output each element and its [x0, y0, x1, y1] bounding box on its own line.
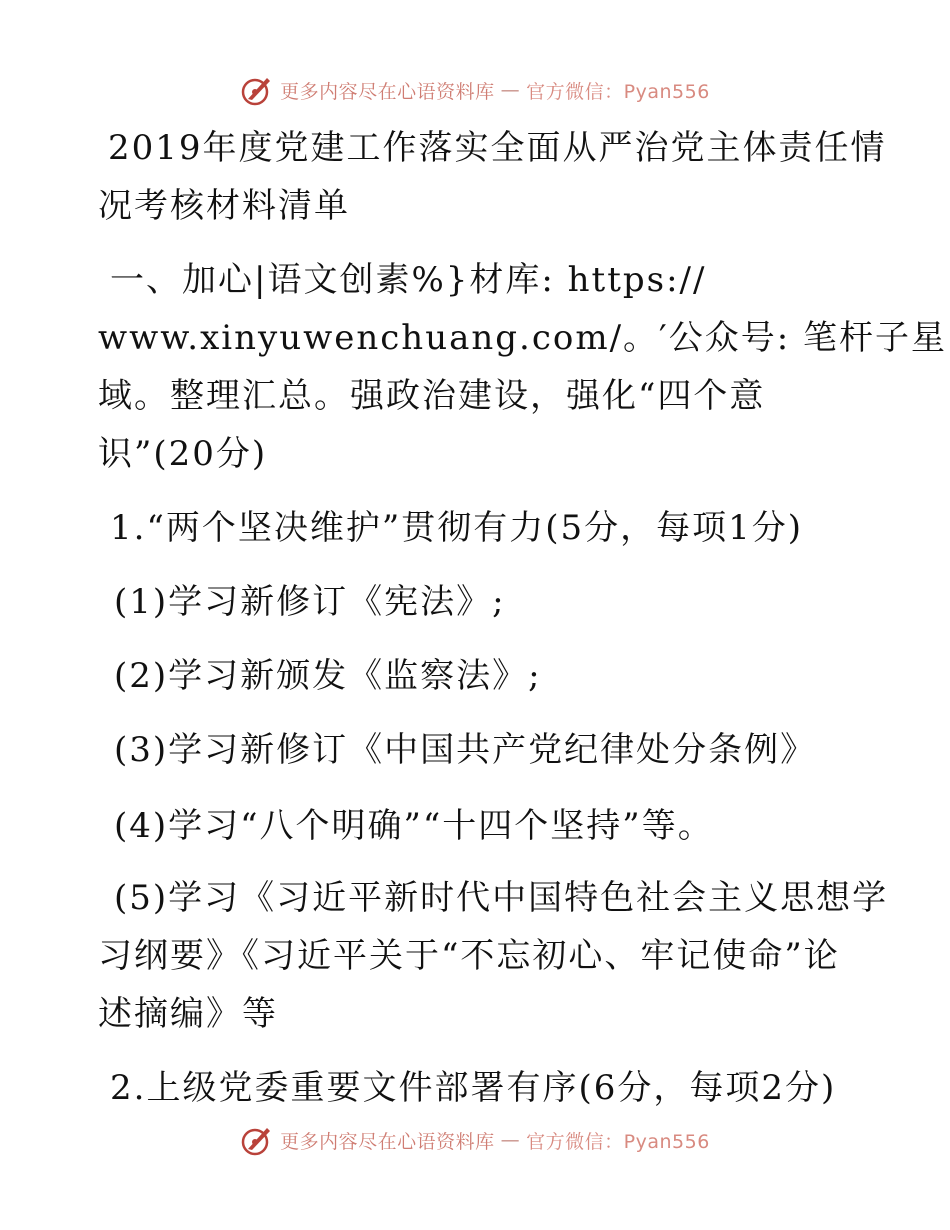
item-1-sub-5-line-2: 习纲要》《习近平关于“不忘初心、牢记使命”论	[98, 936, 840, 976]
item-1-heading: 1.“两个坚决维护”贯彻有力(5分，每项1分)	[110, 508, 803, 548]
watermark-main-text: 更多内容尽在心语资料库	[280, 80, 495, 103]
item-1-sub-5-line-3: 述摘编》等	[98, 994, 278, 1034]
document-title-line-2: 况考核材料清单	[98, 186, 350, 226]
section-1-line-1: 一、加心|语文创素%}材库: https://	[110, 260, 707, 300]
section-1-line-4: 识”(20分)	[98, 434, 268, 474]
item-1-sub-1: (1)学习新修订《宪法》;	[114, 582, 506, 622]
item-1-sub-2: (2)学习新颁发《监察法》;	[114, 656, 542, 696]
watermark-separator: —	[500, 79, 521, 101]
quill-logo-icon	[240, 1123, 274, 1157]
watermark-footer	[0, 1120, 950, 1160]
section-1-line-3: 域。整理汇总。强政治建设，强化“四个意	[98, 376, 766, 416]
item-2-heading: 2.上级党委重要文件部署有序(6分，每项2分)	[110, 1068, 837, 1108]
watermark-main-text: 更多内容尽在心语资料库	[280, 1130, 495, 1153]
section-1-line-2: www.xinyuwenchuang.com/。′公众号: 笔杆子星	[98, 318, 948, 358]
item-1-sub-3: (3)学习新修订《中国共产党纪律处分条例》	[114, 730, 817, 770]
item-1-sub-5-line-1: (5)学习《习近平新时代中国特色社会主义思想学	[114, 878, 889, 918]
watermark-wechat-text: 官方微信：Pyan556	[526, 80, 710, 103]
item-1-sub-4: (4)学习“八个明确”“十四个坚持”等。	[114, 806, 714, 846]
watermark-separator: —	[500, 1129, 521, 1151]
watermark-wechat-text: 官方微信：Pyan556	[526, 1130, 710, 1153]
document-title-line-1: 2019年度党建工作落实全面从严治党主体责任情	[108, 128, 887, 168]
